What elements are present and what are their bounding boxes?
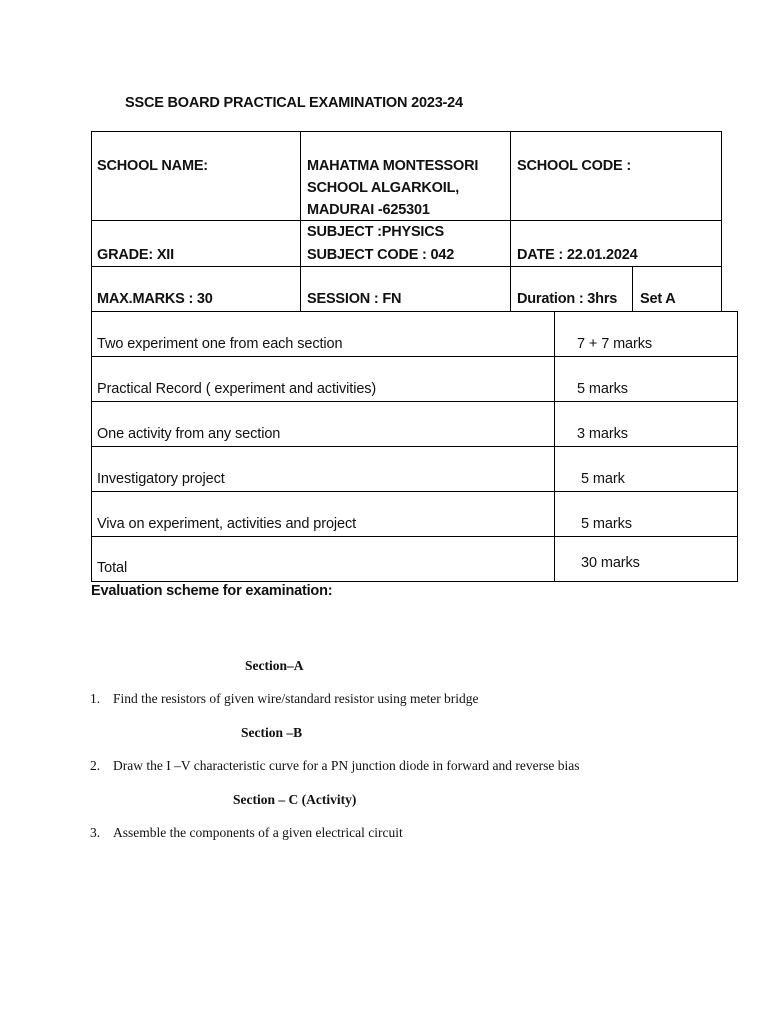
- table-row-marks: 7 + 7 marks: [577, 336, 653, 352]
- question-text: Assemble the components of a given electrical circuit: [113, 825, 403, 840]
- marks-row-divider: [91, 401, 738, 402]
- school-code-label: SCHOOL CODE :: [517, 158, 631, 174]
- table-row-item: Total: [97, 560, 128, 576]
- table-row-item: Two experiment one from each section: [97, 336, 343, 352]
- header-col-divider: [510, 131, 511, 311]
- max-marks: MAX.MARKS : 30: [97, 291, 213, 307]
- header-col-divider: [300, 131, 301, 311]
- table-row-item: Practical Record ( experiment and activities): [97, 381, 377, 397]
- subject-code: SUBJECT CODE : 042: [307, 247, 455, 263]
- table-row-marks: 3 marks: [577, 426, 628, 442]
- marks-row-divider: [91, 356, 738, 357]
- marks-row-divider: [91, 446, 738, 447]
- evaluation-title: Evaluation scheme for examination:: [91, 583, 333, 599]
- school-name-line3: MADURAI -625301: [307, 202, 430, 218]
- set-label: Set A: [640, 291, 676, 307]
- header-col-divider: [632, 266, 633, 311]
- grade: GRADE: XII: [97, 247, 174, 263]
- question-number: 3.: [90, 825, 101, 840]
- table-row-marks: 5 marks: [581, 516, 632, 532]
- table-row-marks: 30 marks: [581, 555, 640, 571]
- subject: SUBJECT :PHYSICS: [307, 224, 444, 240]
- header-row-divider: [91, 266, 722, 267]
- question-text: Find the resistors of given wire/standard resistor using meter bridge: [113, 691, 479, 706]
- session: SESSION : FN: [307, 291, 402, 307]
- marks-col-divider: [554, 311, 555, 581]
- table-row-item: Investigatory project: [97, 471, 225, 487]
- section-b-heading: Section –B: [241, 725, 303, 740]
- marks-row-divider: [91, 536, 738, 537]
- section-a-heading: Section–A: [245, 658, 304, 673]
- school-name-label: SCHOOL NAME:: [97, 158, 208, 174]
- table-row-item: Viva on experiment, activities and project: [97, 516, 357, 532]
- table-row-item: One activity from any section: [97, 426, 281, 442]
- document-title: SSCE BOARD PRACTICAL EXAMINATION 2023-24: [125, 95, 463, 111]
- question-number: 1.: [90, 691, 101, 706]
- table-row-marks: 5 marks: [577, 381, 628, 397]
- marks-row-divider: [91, 491, 738, 492]
- table-row-marks: 5 mark: [581, 471, 625, 487]
- section-c-heading: Section – C (Activity): [233, 792, 357, 807]
- exam-date: DATE : 22.01.2024: [517, 247, 638, 263]
- question-text: Draw the I –V characteristic curve for a PN junction diode in forward and reverse bias: [113, 758, 580, 773]
- question-number: 2.: [90, 758, 101, 773]
- duration: Duration : 3hrs: [517, 291, 618, 307]
- school-name-line2: SCHOOL ALGARKOIL,: [307, 180, 460, 196]
- school-name-line1: MAHATMA MONTESSORI: [307, 158, 479, 174]
